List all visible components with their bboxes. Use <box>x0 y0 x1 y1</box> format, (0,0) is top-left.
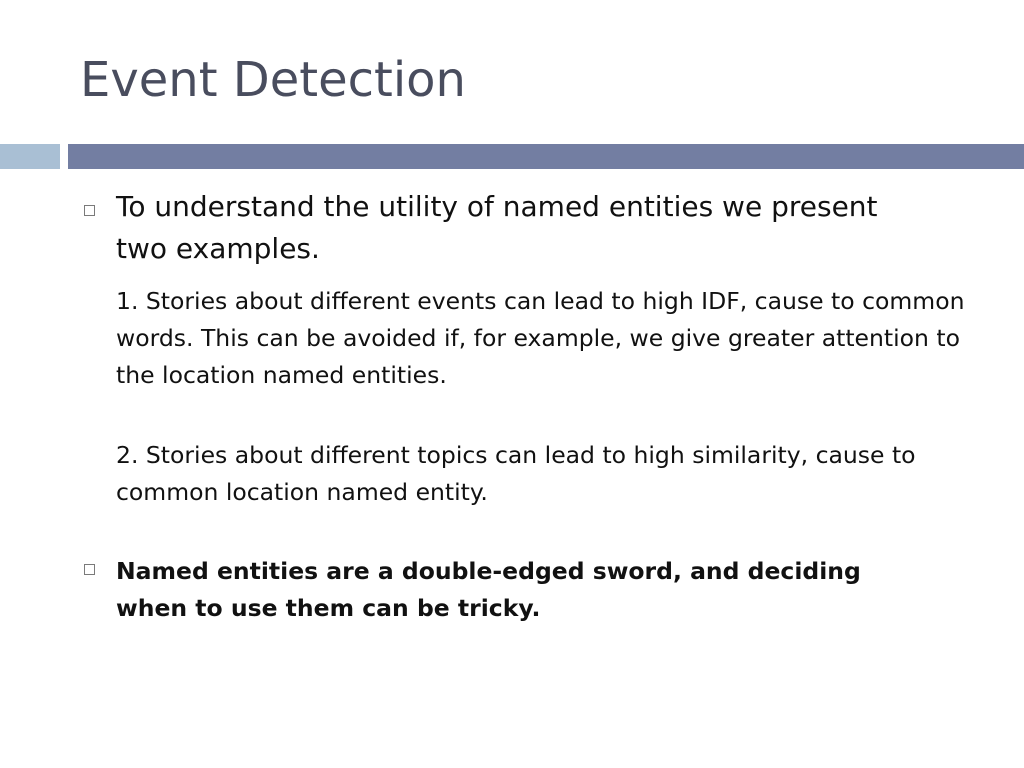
title-divider-accent <box>0 144 60 169</box>
example-paragraph-2: 2. Stories about different topics can lead to high similarity, cause to common location named entity. <box>116 441 916 506</box>
example-paragraph-1: 1. Stories about different events can lead to high IDF, cause to common words. This can be avoided if, for example, we give greater attention to the location named entities. <box>116 287 965 389</box>
square-bullet-icon <box>84 205 95 216</box>
bullet-item-2 <box>80 553 980 627</box>
bullet-text: To understand the utility of named entities we present two examples. <box>116 190 878 265</box>
slide-content <box>80 186 980 627</box>
square-bullet-icon <box>84 564 95 575</box>
slide-title: Event Detection <box>80 52 466 108</box>
bullet-item-1 <box>80 186 980 511</box>
title-divider-bar <box>68 144 1024 169</box>
bullet-text-bold: Named entities are a double-edged sword, and deciding when to use them can be tricky. <box>116 557 861 622</box>
